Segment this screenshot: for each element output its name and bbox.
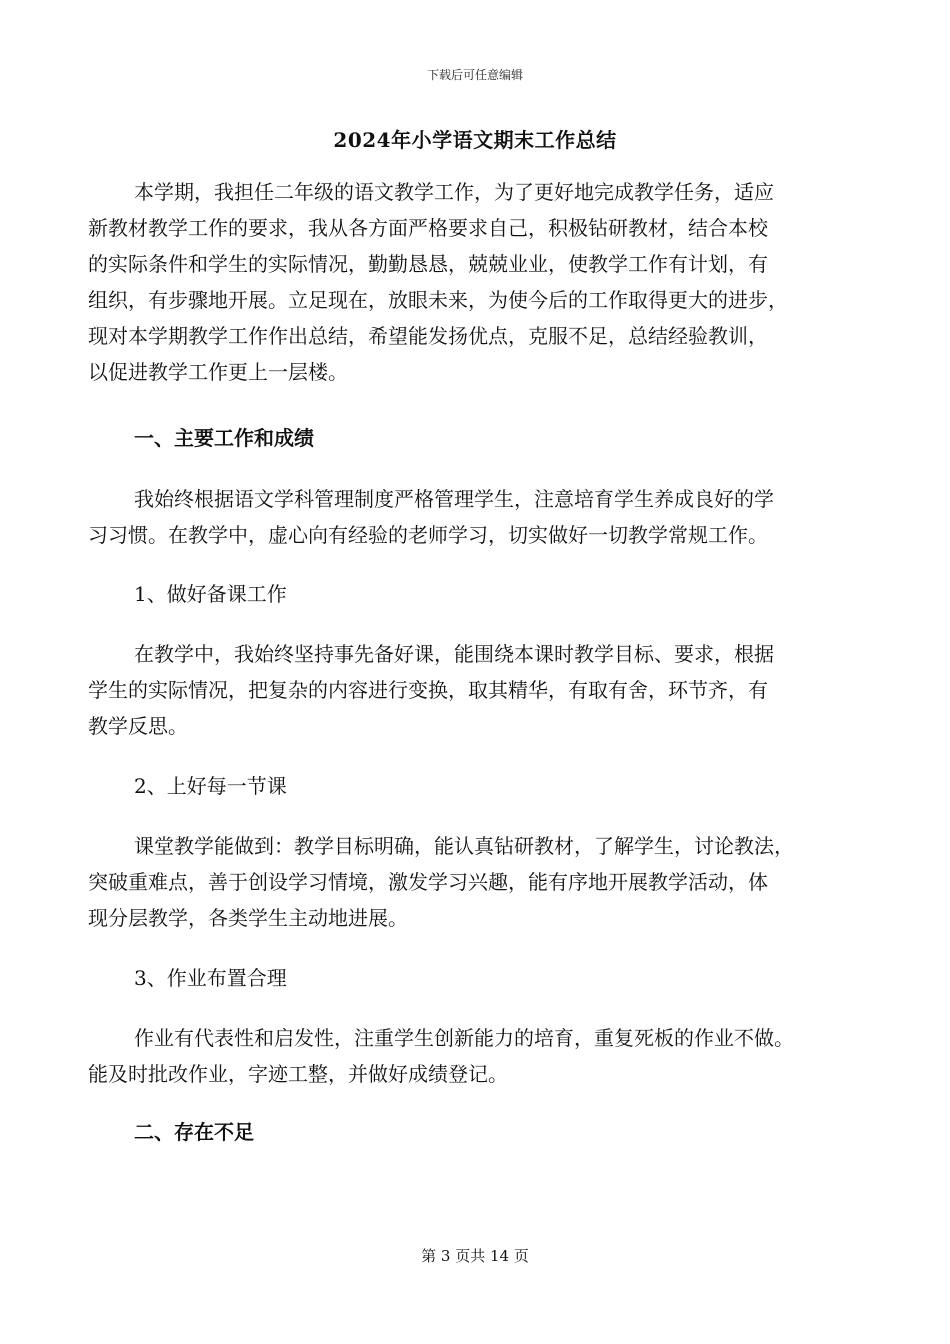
section-heading: 二、存在不足 [134,1120,254,1144]
paragraph-line: 的实际条件和学生的实际情况，勤勤恳恳，兢兢业业，使教学工作有计划，有 [88,252,768,276]
paragraph-line: 现对本学期教学工作作出总结，希望能发扬优点，克服不足，总结经验教训， [88,324,768,348]
paragraph-line: 以促进教学工作更上一层楼。 [88,360,348,384]
paragraph-line: 在教学中，我始终坚持事先备好课，能围绕本课时教学目标、要求，根据 [134,642,774,666]
paragraph-line: 习习惯。在教学中，虚心向有经验的老师学习，切实做好一切教学常规工作。 [88,523,768,547]
document-title: 2024年小学语文期末工作总结 [333,128,617,152]
paragraph-line: 突破重难点，善于创设学习情境，激发学习兴趣，能有序地开展教学活动，体 [88,870,768,894]
subsection-heading: 2、上好每一节课 [134,774,287,798]
paragraph-line: 本学期，我担任二年级的语文教学工作，为了更好地完成教学任务，适应 [134,180,774,204]
page-footer: 第 3 页共 14 页 [421,1247,529,1265]
paragraph-line: 新教材教学工作的要求，我从各方面严格要求自己，积极钻研教材，结合本校 [88,216,768,240]
paragraph-line: 组织，有步骤地开展。立足现在，放眼未来，为使今后的工作取得更大的进步， [88,288,788,312]
paragraph-line: 我始终根据语文学科管理制度严格管理学生，注意培育学生养成良好的学 [134,487,774,511]
paragraph-line: 能及时批改作业，字迹工整，并做好成绩登记。 [88,1062,508,1086]
page-header: 下载后可任意编辑 [426,68,523,82]
section-heading: 一、主要工作和成绩 [134,426,314,450]
subsection-heading: 3、作业布置合理 [134,966,287,990]
paragraph-line: 课堂教学能做到：教学目标明确，能认真钻研教材，了解学生，讨论教法， [134,834,794,858]
paragraph-line: 现分层教学，各类学生主动地进展。 [88,906,408,930]
paragraph-line: 学生的实际情况，把复杂的内容进行变换，取其精华，有取有舍，环节齐，有 [88,678,768,702]
paragraph-line: 教学反思。 [88,714,188,738]
subsection-heading: 1、做好备课工作 [134,582,287,606]
paragraph-line: 作业有代表性和启发性，注重学生创新能力的培育，重复死板的作业不做。 [134,1026,794,1050]
